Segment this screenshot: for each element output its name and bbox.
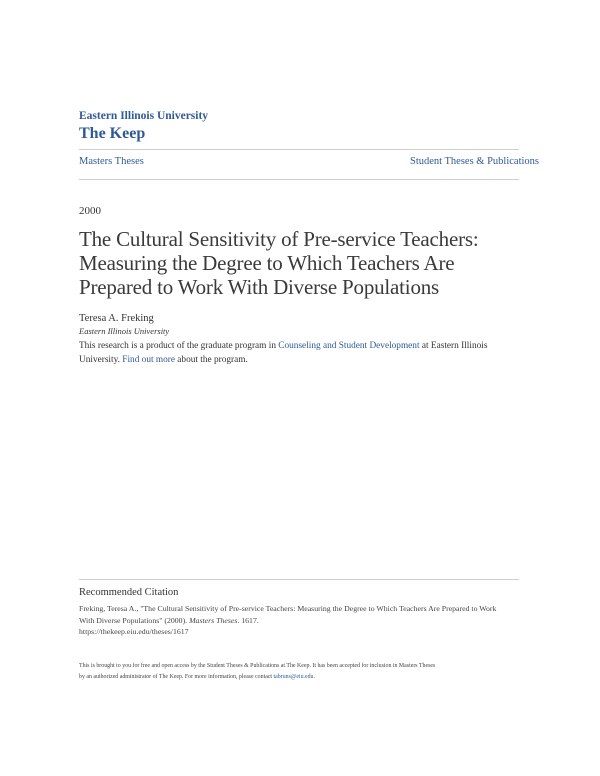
author-affiliation: Eastern Illinois University bbox=[79, 326, 170, 336]
access-notice-line bbox=[79, 672, 529, 683]
recommended-citation-heading: Recommended Citation bbox=[79, 587, 179, 598]
contact-email-link[interactable]: tabruns@eiu.edu bbox=[273, 674, 314, 680]
program-statement bbox=[79, 339, 519, 367]
citation-text-part: . 1617. bbox=[237, 615, 259, 625]
title-line: The Cultural Sensitivity of Pre-service Teachers: bbox=[79, 227, 479, 251]
header-divider bbox=[79, 149, 519, 150]
nav-divider bbox=[79, 179, 519, 180]
paper-title bbox=[79, 227, 539, 299]
publication-year: 2000 bbox=[79, 205, 101, 217]
citation-series: Masters Theses bbox=[189, 615, 238, 625]
site-header bbox=[79, 110, 519, 143]
citation-text bbox=[79, 603, 529, 638]
program-statement-text: This research is a product of the graduate program in bbox=[79, 341, 279, 351]
access-notice bbox=[79, 661, 529, 683]
repository-name[interactable]: The Keep bbox=[79, 125, 146, 142]
citation-line: Freking, Teresa A., "The Cultural Sensitivity of Pre-service Teachers: Measuring the Degree to Which Teachers Are Prepared to Work bbox=[79, 604, 497, 613]
student-theses-link[interactable]: Student Theses & Publications bbox=[409, 156, 539, 167]
access-notice-text: . bbox=[313, 674, 315, 680]
access-notice-line: This is brought to you for free and open access by the Student Theses & Publications at The Keep. It has been accepted for inclusion in Masters Theses bbox=[79, 663, 436, 669]
program-statement-text: about the program. bbox=[174, 355, 248, 365]
citation-line bbox=[79, 615, 529, 627]
find-out-more-link[interactable]: Find out more bbox=[122, 355, 175, 365]
citation-url[interactable]: https://thekeep.eiu.edu/theses/1617 bbox=[79, 627, 189, 636]
program-statement-text: at Eastern Illinois bbox=[419, 341, 488, 351]
title-line: Prepared to Work With Diverse Populations bbox=[79, 275, 440, 299]
author-name: Teresa A. Freking bbox=[79, 313, 154, 324]
access-notice-text: by an authorized administrator of The Keep. For more information, please contact bbox=[79, 674, 274, 680]
citation-divider bbox=[79, 579, 519, 580]
university-name[interactable]: Eastern Illinois University bbox=[79, 110, 209, 122]
title-line: Measuring the Degree to Which Teachers Are bbox=[79, 251, 455, 275]
program-statement-text: University. bbox=[79, 355, 123, 365]
masters-theses-link[interactable]: Masters Theses bbox=[79, 156, 144, 167]
program-link[interactable]: Counseling and Student Development bbox=[278, 341, 420, 351]
citation-text-part: With Diverse Populations" (2000). bbox=[79, 615, 190, 625]
